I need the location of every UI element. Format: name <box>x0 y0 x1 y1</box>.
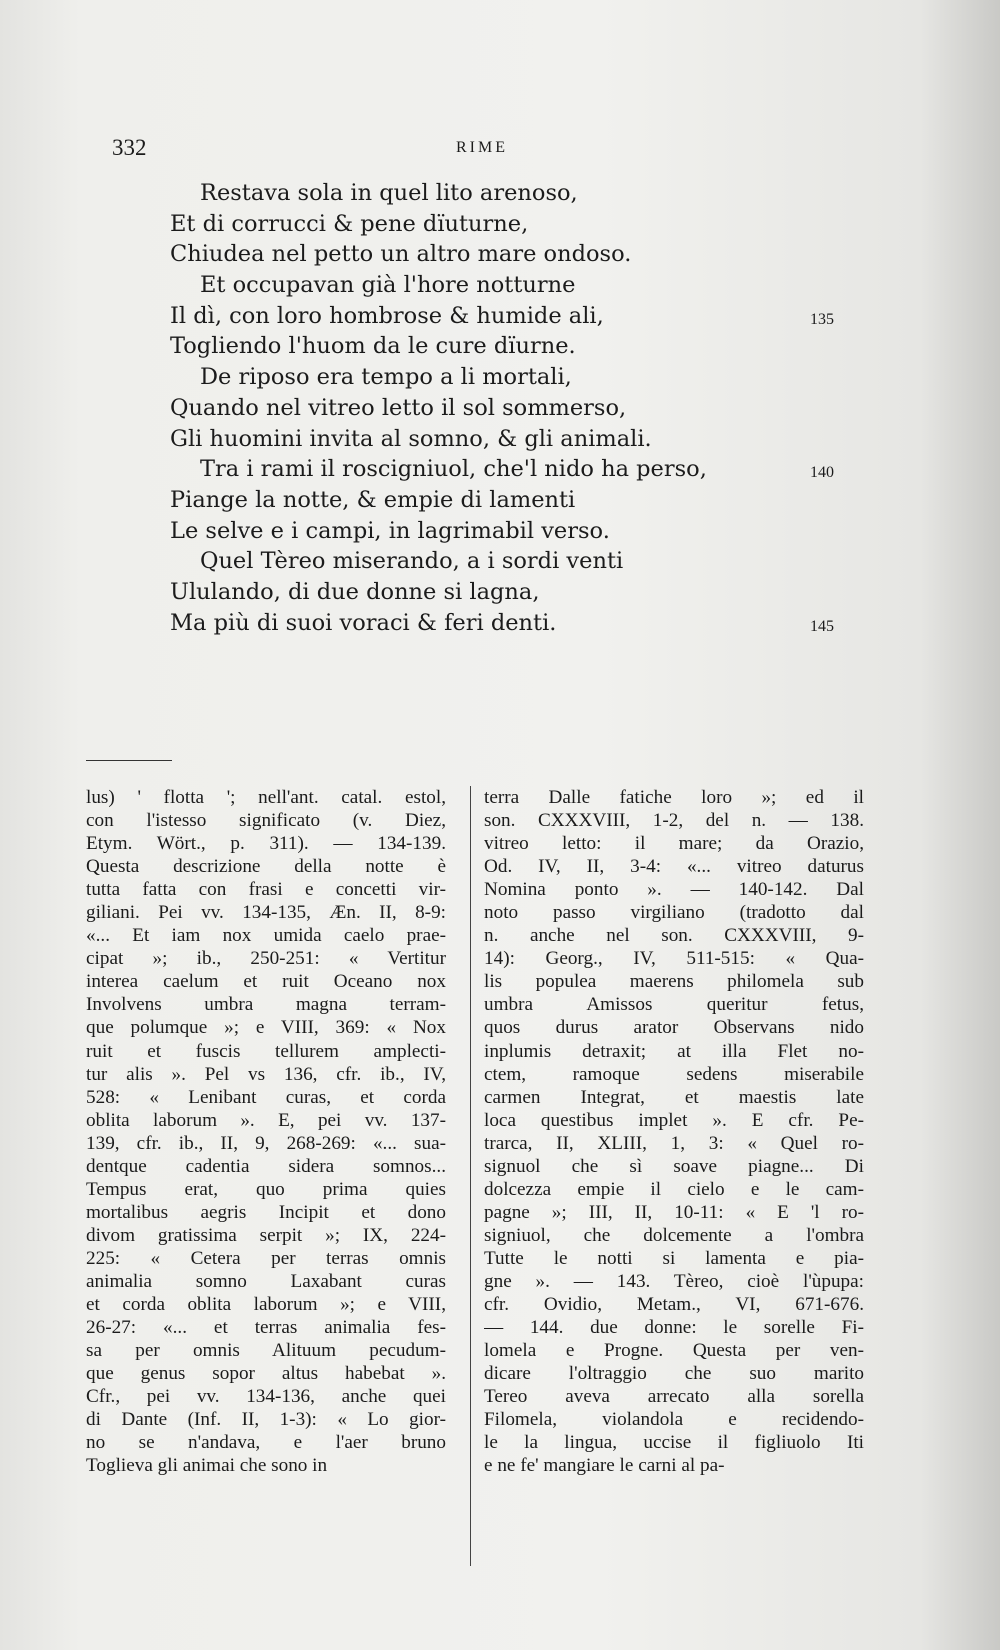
notes-right-column <box>484 786 864 1477</box>
note-line: divom gratissima serpit »; IX, 224- <box>86 1224 446 1246</box>
note-line: terra Dalle fatiche loro »; ed il <box>484 787 864 808</box>
note-line: — 144. due donne: le sorelle Fi- <box>484 1317 864 1339</box>
note-line: con l'istesso significato (v. Diez, <box>86 810 446 832</box>
verse-line <box>170 301 860 332</box>
note-line: animalia somno Laxabant curas <box>86 1270 446 1292</box>
page-number: 332 <box>112 135 147 160</box>
note-line: noto passo virgiliano (tradotto dal <box>484 902 864 924</box>
verse-text: Et occupavan già l'hore notturne <box>200 272 576 299</box>
note-line: Toglieva gli animai che sono in <box>86 1455 328 1477</box>
verse-line <box>170 362 860 393</box>
note-line: «... Et iam nox umida caelo prae- <box>86 925 446 947</box>
verse-text: Togliendo l'huom da le cure dïurne. <box>170 333 576 360</box>
note-line: 528: « Lenibant curas, et corda <box>86 1086 446 1108</box>
verse-text: Le selve e i campi, in lagrimabil verso. <box>170 517 610 544</box>
note-line: giliani. Pei vv. 134-135, Æn. II, 8-9: <box>86 902 446 924</box>
verse-line <box>170 546 860 577</box>
note-line: Cfr., pei vv. 134-136, anche quei <box>86 1386 446 1408</box>
column-divider <box>470 786 471 1566</box>
verse-line <box>170 209 860 240</box>
verse-text: De riposo era tempo a li mortali, <box>200 364 572 391</box>
note-line: Nomina ponto ». — 140-142. Dal <box>484 879 864 901</box>
note-line: signuol che sì soave piagne... Di <box>484 1155 864 1177</box>
note-line: Tutte le notti si lamenta e pia- <box>484 1247 864 1269</box>
note-line: lus) ' flotta '; nell'ant. catal. estol, <box>86 787 446 808</box>
note-line: mortalibus aegris Incipit et dono <box>86 1201 446 1223</box>
note-line: signiuol, che dolcemente a l'ombra <box>484 1224 864 1246</box>
verse-text: Gli huomini invita al somno, & gli animali. <box>170 425 652 452</box>
note-line: 26-27: «... et terras animalia fes- <box>86 1317 446 1339</box>
note-line: 14): Georg., IV, 511-515: « Qua- <box>484 948 864 970</box>
commentary-notes <box>86 786 866 1586</box>
verse-line <box>170 424 860 455</box>
page-header <box>112 135 852 165</box>
note-line: ctem, ramoque sedens miserabile <box>484 1063 864 1085</box>
note-line: dolcezza empie il cielo e le cam- <box>484 1178 864 1200</box>
running-head: RIME <box>456 139 508 156</box>
note-line: Questa descrizione della notte è <box>86 856 446 878</box>
verse-line <box>170 270 860 301</box>
verse-text: Et di corrucci & pene dïuturne, <box>170 210 529 237</box>
verse-text: Piange la notte, & empie di lamenti <box>170 486 576 513</box>
verse-text: Restava sola in quel lito arenoso, <box>200 180 578 206</box>
poem-text <box>170 178 860 638</box>
verse-text: Quel Tèreo miserando, a i sordi venti <box>200 548 624 575</box>
verse-text: Ma più di suoi voraci & feri denti. <box>170 609 557 636</box>
footnote-rule <box>86 760 172 761</box>
verse-text: Chiudea nel petto un altro mare ondoso. <box>170 241 632 268</box>
verse-number: 140 <box>810 464 834 482</box>
note-line: ruit et fuscis tellurem amplecti- <box>86 1040 446 1062</box>
verse-text: Ululando, di due donne si lagna, <box>170 578 540 605</box>
note-line: cfr. Ovidio, Metam., VI, 671-676. <box>484 1294 864 1316</box>
note-line: trarca, II, XLIII, 1, 3: « Quel ro- <box>484 1132 864 1154</box>
verse-line <box>170 608 860 639</box>
verse-text: Tra i rami il roscigniuol, che'l nido ha perso, <box>200 456 707 483</box>
note-line: sa per omnis Alituum pecudum- <box>86 1340 446 1362</box>
note-line: oblita laborum ». E, pei vv. 137- <box>86 1109 446 1131</box>
note-line: interea caelum et ruit Oceano nox <box>86 971 446 993</box>
verse-line <box>170 516 860 547</box>
note-line: 225: « Cetera per terras omnis <box>86 1247 446 1269</box>
notes-left-column <box>86 786 446 1477</box>
note-line: cipat »; ib., 250-251: « Vertitur <box>86 948 446 970</box>
note-line: Filomela, violandola e recidendo- <box>484 1409 864 1431</box>
note-line: no se n'andava, e l'aer bruno <box>86 1432 446 1454</box>
note-line: quos durus arator Observans nido <box>484 1017 864 1039</box>
note-line: lis populea maerens philomela sub <box>484 971 864 993</box>
note-line: carmen Integrat, et maestis late <box>484 1086 864 1108</box>
note-line: et corda oblita laborum »; e VIII, <box>86 1294 446 1316</box>
verse-line <box>170 393 860 424</box>
note-line: lomela e Progne. Questa per ven- <box>484 1340 864 1362</box>
verse-number: 145 <box>810 617 834 635</box>
verse-line <box>170 577 860 608</box>
note-line: son. CXXXVIII, 1-2, del n. — 138. <box>484 810 864 832</box>
verse-line <box>170 454 860 485</box>
note-line: Tereo aveva arrecato alla sorella <box>484 1386 864 1408</box>
note-line: le la lingua, uccise il figliuolo Iti <box>484 1432 864 1454</box>
note-line: Od. IV, II, 3-4: «... vitreo daturus <box>484 856 864 878</box>
note-line: dentque cadentia sidera somnos... <box>86 1155 446 1177</box>
note-line: vitreo letto: il mare; da Orazio, <box>484 833 864 855</box>
note-line: que polumque »; e VIII, 369: « Nox <box>86 1017 446 1039</box>
note-line: loca questibus implet ». E cfr. Pe- <box>484 1109 864 1131</box>
note-line: n. anche nel son. CXXXVIII, 9- <box>484 925 864 947</box>
note-line: tutta fatta con frasi e concetti vir- <box>86 879 446 901</box>
note-line: umbra Amissos queritur fetus, <box>484 994 864 1016</box>
note-line: pagne »; III, II, 10-11: « E 'l ro- <box>484 1201 864 1223</box>
note-line: Involvens umbra magna terram- <box>86 994 446 1016</box>
note-line: tur alis ». Pel vs 136, cfr. ib., IV, <box>86 1063 446 1085</box>
note-line: di Dante (Inf. II, 1-3): « Lo gior- <box>86 1409 446 1431</box>
note-line: e ne fe' mangiare le carni al pa- <box>484 1455 725 1477</box>
verse-line <box>170 485 860 516</box>
note-line: dicare l'oltraggio che suo marito <box>484 1363 864 1385</box>
verse-text: Il dì, con loro hombrose & humide ali, <box>170 302 604 329</box>
verse-line <box>170 239 860 270</box>
note-line: gne ». — 143. Tèreo, cioè l'ùpupa: <box>484 1270 864 1292</box>
note-line: inplumis detraxit; at illa Flet no- <box>484 1040 864 1062</box>
verse-number: 135 <box>810 310 834 328</box>
verse-text: Quando nel vitreo letto il sol sommerso, <box>170 394 627 421</box>
note-line: Etym. Wört., p. 311). — 134-139. <box>86 833 446 855</box>
verse-line <box>170 331 860 362</box>
verse-line <box>170 178 860 209</box>
note-line: 139, cfr. ib., II, 9, 268-269: «... sua- <box>86 1132 446 1154</box>
note-line: que genus sopor altus habebat ». <box>86 1363 446 1385</box>
note-line: Tempus erat, quo prima quies <box>86 1178 446 1200</box>
